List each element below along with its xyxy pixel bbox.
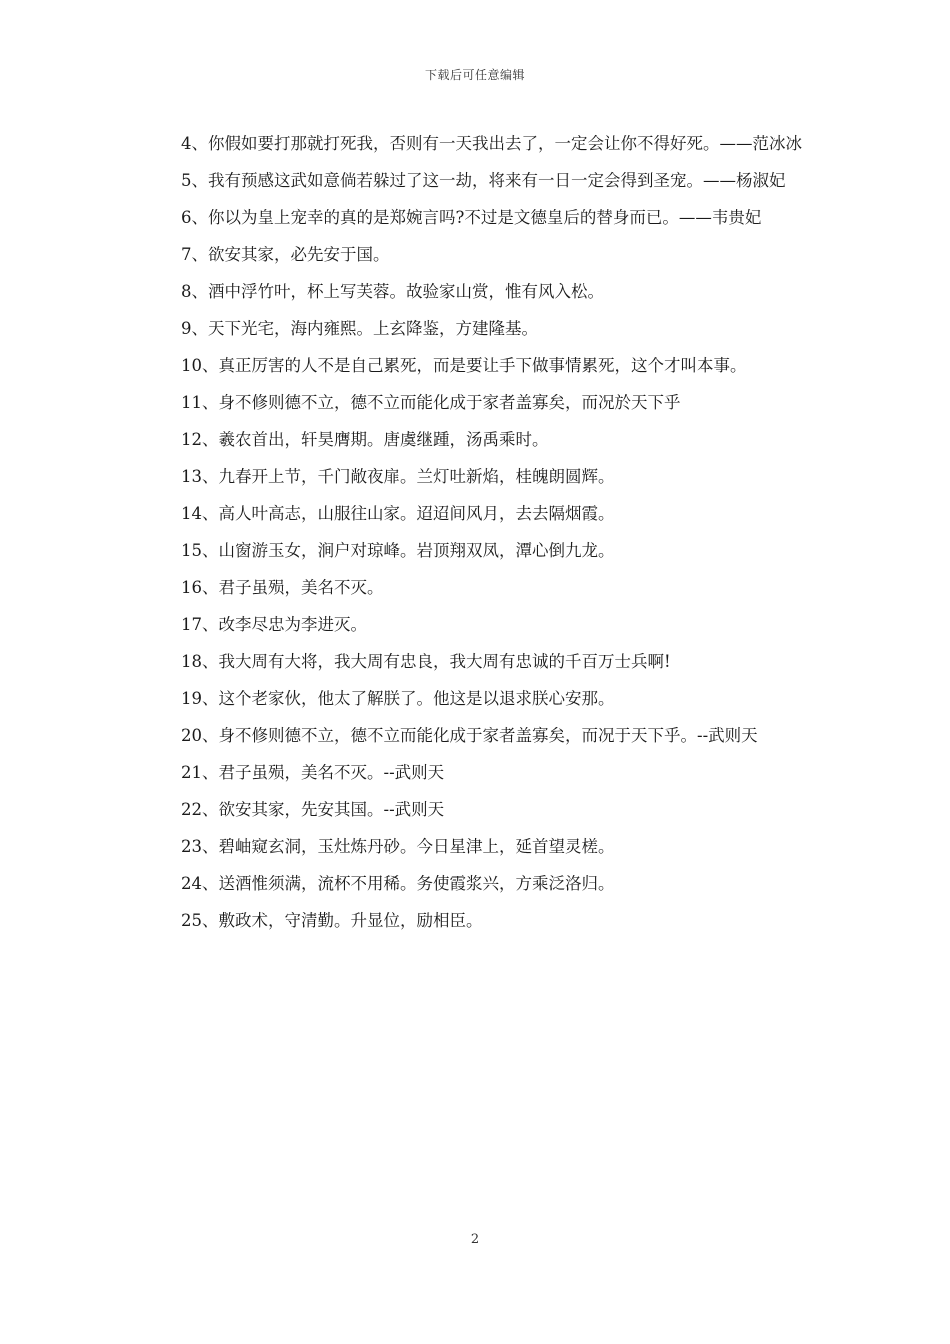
quote-paragraph: 8、酒中浮竹叶，杯上写芙蓉。故验家山赏，惟有风入松。 <box>181 282 604 301</box>
document-body <box>143 125 813 939</box>
quote-paragraph: 20、身不修则德不立，德不立而能化成于家者盖寡矣，而况于天下乎。--武则天 <box>181 726 758 745</box>
quote-paragraph: 21、君子虽殒，美名不灭。--武则天 <box>181 763 445 782</box>
quote-paragraph: 13、九春开上节，千门敞夜扉。兰灯吐新焰，桂魄朗圆辉。 <box>181 467 615 486</box>
page-number: 2 <box>470 1232 480 1247</box>
quote-paragraph: 15、山窗游玉女，涧户对琼峰。岩顶翔双凤，潭心倒九龙。 <box>181 541 615 560</box>
quote-paragraph: 7、欲安其家，必先安于国。 <box>181 245 390 264</box>
quote-paragraph: 10、真正厉害的人不是自己累死，而是要让手下做事情累死，这个才叫本事。 <box>181 356 747 375</box>
quote-paragraph: 17、改李尽忠为李进灭。 <box>181 615 367 634</box>
quote-paragraph: 24、送酒惟须满，流杯不用稀。务使霞浆兴，方乘泛洛归。 <box>181 874 615 893</box>
quote-paragraph: 23、碧岫窥玄洞，玉灶炼丹砂。今日星津上，延首望灵槎。 <box>181 837 615 856</box>
quote-paragraph: 6、你以为皇上宠幸的真的是郑婉言吗?不过是文德皇后的替身而已。——韦贵妃 <box>181 208 762 227</box>
quote-paragraph: 12、羲农首出，轩昊膺期。唐虞继踵，汤禹乘时。 <box>181 430 549 449</box>
page-header: 下载后可任意编辑 <box>424 68 525 82</box>
quote-paragraph: 16、君子虽殒，美名不灭。 <box>181 578 384 597</box>
quote-paragraph: 5、我有预感这武如意倘若躲过了这一劫，将来有一日一定会得到圣宠。——杨淑妃 <box>181 171 786 190</box>
quote-paragraph: 19、这个老家伙，他太了解朕了。他这是以退求朕心安那。 <box>181 689 615 708</box>
quote-paragraph: 4、你假如要打那就打死我，否则有一天我出去了，一定会让你不得好死。——范冰冰 <box>181 134 802 153</box>
quote-paragraph: 14、高人叶高志，山服往山家。迢迢间风月，去去隔烟霞。 <box>181 504 615 523</box>
quote-paragraph: 11、身不修则德不立，德不立而能化成于家者盖寡矣，而况於天下乎 <box>181 393 681 412</box>
quote-paragraph: 25、敷政术，守清勤。升显位，励相臣。 <box>181 911 483 930</box>
quote-paragraph: 18、我大周有大将，我大周有忠良，我大周有忠诚的千百万士兵啊! <box>181 652 671 671</box>
quote-paragraph: 22、欲安其家，先安其国。--武则天 <box>181 800 445 819</box>
quote-paragraph: 9、天下光宅，海内雍熙。上玄降鉴，方建隆基。 <box>181 319 538 338</box>
